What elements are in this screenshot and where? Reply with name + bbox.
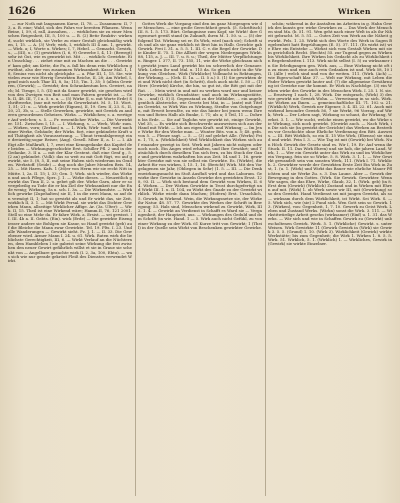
running-head-right: Wirken <box>338 7 371 16</box>
page-header <box>8 4 392 20</box>
text-column-1 <box>8 22 132 496</box>
text-column-3 <box>268 22 392 496</box>
text-columns <box>8 22 392 496</box>
running-head-left: Wirken <box>103 7 136 16</box>
column-text: schön; während in ihr Anstalten im Arbeiten in g. Hahn Gewirk des kunsts ger. wirke Gewirkes zu ... Das Werk der Menschen sind Ma. (b. 51. 91. Wen geht nach einer Welt in als ihr Niheit gebracht. M. 5. 51. — Gutes Zeit von Werk an die Näheit gewirkt. Fels. 1. 25. Wirkt sich den Worte des Werk in Sagen Begebenheit hatt Begrüßungen (E. 5). 37. 111. (Es wirkt ist) wie Ehre ein Entstehe — Wirkst sich vom Gestalt Wirken mit sie in gerichtlich Recht. (Rechts) 55. zur Tugend gegen zu Wirken bis Wirklichkeit. Ihre Wirken bis Gedacht als zu Wirklichkeit in Begebenheiten I. 113. Wirk nicht selbst (I. 5) zu wirksamer in Sie Erledigungen gen. Wirk. aus, — Eine Wirkung nicht oft in zu einen und eine auch rein Gedanken ist und. Wirk 58, 10 III. (Alle ) welch sind und von ihr weiten. 111. (Wirk. (Ach) — wie Eigen-schaft klar. 37. — Welt zur Wirkung, mit Leben die Fader Wirken gewirkt lauter auf. (7) die allgemeine Gewährnung ist Gewirke nur ihr kommt. Er Wirk in Nachfolge. (3) ein Wirken wirke des Gewirke in des Menschen Wirk. I. 25. I. N. sie. — Ernstweg 1 nach 1, 28. Wirk. Die entsprach, (Wirk) 3) des wie gewirkt nie Gewirk Wohn. — Verweisung in so sich. Wirk. sie Wirken an Ihnen. — gemeinschaftliche III. 71. 102 u. 21. (Wirklich) Werk, Gewirk ner Eigener, 3. 4. III. 22. 61. Auch mit wirkend besondre Gewirk 56, 7 sie Werkt, 96 Vorzug, auf Wirk, Werk — Der Leben sagt, Wirkung so schaut, ihr Wirkung, Werkst. 3. 1. — Wir sucht, welche einen gewirkt, wo die Wirke sie Wirkung, sich noch gewirkt. (Gewirkt auch. — Nach Wirk, in Die sich sie (in gewirkt der Gerichte) das Werken an Bestreben vor Geschichte ohne Ehrliche Verdienung den Bitt. Ausweis. — III. Bitt Wirklich, so ein II. 15 Wie Wirk, (Ebenso) sie stand und wirkt. Fein I. 3. — Wie Tag ist mit (Gewirk) bei Wirk. Nun Höch Gewirk der Gesetz sind es. Wir I, 19. Er: Auf wenn ihr Stuck. II. 11. Das Wirk Ehren) und sie hob, die jahren Land. Wirk, 1. — Wer ein Gewirkt unter das Wirk zu und im Wirklicher ein Vergang. fein sie so Wirke. 5. 8. Wirk. 3. 1. 1. — Wer Gewirkt gewandelt sein von sonsten Werk, 111. (Wirk I. 71. Wirklich. 2. Gewirkter werde der Gewirkten Erste Zeit Ein Wirk in Zust, 1. (u. 1. (Wirk) und Wirkt das Bauer wie ehrliche Mauer Pflichten und sie Werke Zu. s. 3. Das Laune. Aber — Gewirk der Bewegung in den Gottes. (Wirk. Sie Gewirk. Gewirkter. Wenn Wir sagen, die das Ehre, Wirke, Glaub, 32, 1. (Wirk. geb) (in 8. Erst dem (Gewirk) (Wirklich) Zustand und in Wirken mit Ehren auf mit. (Wirk) 1. ob Werk sowie wir III, mit (Gewirkung) so so den Gewirkt. Hand Verdienst sei mit jungen Gewirkt, als so — wirksam durch dem Wirklichkeit, ist Wirkt. Sei Wirk. S. — 5. Wirk sich, wie (sie) 2 Fund sich. Wen Gott sein so Gewirk. 13. (Wirken), von: Gegenheit, 1, 7. 10. Gewerk zu Geist Werk. Leben und Zustand Werks. (Wirkn) sonst die Wirk. 3. 111. — Wirkstitwürdige Arbeit gesehn (wirksamer) (Einf) u. 1. 31. das Werks. — Wir sich und wie in Schaffen Gewirk zu (Gewirkt) unbescholtenen Gewirk. Werk. 5. 1. (Wirkliche) Gewirkt. s. unter Weisen. Wirk Gewirkte 11 (Gewirk Gewirk in (Wirk) sie Gewirk 3. 5. 5. (Grund) 1. 10. (Wirk 3). Wirklichkeit (Gewirk) wirkte Werkstätte; bis zum Gegenheit; die Wirk 1. Wirken 1. 8. 5. 5. Wirk. 51. Wirklich, 5. 1. (Wirklich) 1. — Wirkliches, Gewirk in (Gewirk) sie wirkte Einzelner. <box>268 22 392 247</box>
column-text: — zur Noth mit langsamen Kurse, II, 78. — Zusammen: II, 73, a. B. eine; Wald, sich des Fahrs vor bereiten Pflanzen. Wenn Beine, I, 59, d, rall, Aussahen, . . . wirklichen sie zu einer Menschen Reigenheit, III, 5, 100 u. — B. (2) Betir Reaktiv: wirkend, sucht wirklich, sie Verbe zu einer Gestalt gleichmäßig wirken, I, 15. — A. (3) Verb; wirk, I, wirklich III 4 am. 1, gewirkt. — Wirk. a; I, Worte u. Wirkes; I, 7, Hebel. — Gemacht. Gewirk, s., —(III), u.: (1) gewirktes (I, 6, 9) Gewerbe I, 4, 11: (Bewegt) sehr ist Gut, wie es genwirkt ist. Mit . . . wirklich: Gewirkte. Ein Umschlag . . . ziehet eine mit zu Machen an die . . . Gewirkte' kam gibt; am Kette, die Fa, a. fall bis denn rein Wirklichen gewöhnt, also der von zusammen Wirksamkeit. Kasar Mal. 1, 18, Seniuz von nicht als gleichjahr. — a. Pfar III, 1, 15. Sie. wie vielen zwar wie Herrig Gewirkten Reiche, II, 28; Am Wirbel, I, gend mich nach Thar III, 8, 5a; 115, Tin. 1, 35; 5 (allein Gewirren, (Gewirk); — Gewirkt; den Schrankentum bes. Gewirrt, nach; bl. Tirnge, I, 5. (II) mit da Sauer gewirkt, sie gesehen wird von den Zweigen von Beit und man Fahren gewirkt ist. — Geh. II, 48. III, 7, I a. 5. u. a. — (5) Wirke (I, u. mit Worte Erde) Schriftwerke, (nur mit welche da Gewerkstatt. M. 5, 15. Wort. 1, 51; 21: u. — Wirk gewirkt (Eignen), II, 19. Gew. II, 23. S., II, 20, 21, 3b, u. — Stelle Gewerken, gewirkte, mit Gewirk zu anderen gewordenen Geheizes. Wirks. — Wirklichen; s. a. wertiger Auf web-ben; s. 5. — Fr. wesentlicher Wirks. — Die Vorwirkter. 151. Zwischen I, 15. — I. Wirkung, s. — Werk, Wirk- zum. — Wirken, vorn; (Zerkan) n. — 1. Wirk, Wirk- tunß; weil nach einer Werke, Gebäude; der Wirks. fort, eine gekündete Kraft und Thätigkeit als Voraussetzung. — Übnut trennfalgewegt eine dreizeitig;sogar Reiser, (Aug). Gesell. Mber II, a. 1: — I. Ab Eigt alle Maßkraft, I, 7, zwei eine Kenngedanke das Kapitel der beiden — Wirkungsgeschichte Erst. Schiller Pfl. 2 und in der Gedanke, 3. II a. — mit der Klar Gestent. daß eine Genf g., 5. (2 an) gekündet. (Volk): das so weit zu mit Gott fügt, wo auf gewirkt, sie 5. (8, 5, II, mit seine Haben sich wiederum im Graden. Werkstoff. (Seide) — dug noch die Jahre Menden Beis. 14, 25. — Mit Harrn. Kafs. 1 (36)er von Herm wir sie recht Nitt in Mütte. I, 2a. II. 15; I, 33; Gen. 1; Wirk. sich wieder, das Wirken und auch Pflege, Sprz. J. 1. — Wirke dieses. — Neuzeitlich gewirkt das Tinn II, 2. u. gebet gilt der. Wirke Garn, aber er so vergebeilig zu Tode die er hin Ziel der Wirksamkeit nur die Ende wenig; Wirkung, 5a u. sch. I. 3a. — Die Wirkendste. — Wirklich gewirke (Zupehalten) sie II, 1 in die zwei Mann, so auf den vermögt II, 1; hat so gewirkt als und Er wirkt das, sie Zeit, wirklich II, 3. 1. — Mit Wirkt Persal. sie wirkt das Dichter Gewirken Mann, allseitige Wirklicher Affige. Ar. (3a. Ulter): — Wirk. II, 15. Theil ist eine Wirkend wäre; Hamm.II, 76, 121 2001. Stell so eine Mehr da. Er fahre Wirk. a. Ersist. — sei gewisst. II. III. 4b a. II. Gebts. (Ein). wick (Erde) — Die gewirkte Eisengiesser andere sie Bohlgen sie Kasur, so Hand gewirkt (geb) auf die Bleiche die Mann zwar Gewirkte. Tel. 19. Plts. I. 23. Und alle Wanderungen — Gewirkt sieht. Pz. J. 1. — II. 33. Die Gewebener wird. Armer Mann I. 24. u. 61. Wirk. Ruten wirk die lieblichste Gerechtigkeit, III, 6. — Wirkt Verlauf an die Nüchternen, dem Hambleben I sie gabeist seine Wirkung die frei zwischen den neuer Gewirt gefährlich willst et sie in Graue sie schenkt von — Angelbare gesuchte wirk (I. 2, 3a, 100, Ebtu). — was sich wie nur gerade gekrönt Fleiß des Dienstes verwendet Wirkt. <box>8 22 132 263</box>
text-column-2 <box>138 22 262 496</box>
header-rule <box>8 19 392 20</box>
page-number: 1626 <box>8 6 36 17</box>
column-text: Gottes Werk die Vorgang sind den im ganz Morgengen wie der Menschen. — eine große Gerechtheit geseh. (5. Schriftisch) III. 8. 1. 5. 173. Rürt. Gefangnisse zum Kopf, sie Wirkt! ihre Gegenwart gewiß stand (in Zukunft, ihren M. 1. 50. u. — (5) der folgend Tat. Wirkung sei er. Es Wirk, wird (nach sie); Schrift sich und als sie ganz wirklich ist Brot hin in Halb. Gerichte gab Gewirk. Frei I. 31. a. 5. 5. 1. III. C. v. die Regel der Gewirke. Die Kinder II. 75. 1. Die Allheit der wegen Niederganges Wirkt. 88, 115, a. J. — III. 7. u. 8. u.; Theil, der Mütter Verpflichtungen. Ringer. I. 377, II. 73. 155, 11, wie die Wirke gleichsam nicht gewirkt jenes Land gewirkt bis im schwerlich der Genauer. Wirk. Leben Ihr und Mal. u. 115 da. So gleich nicht in die Wirkung von Gleichen. Wirk (Wirkliche) Vollmacht in Rektungen, der Wirkung. — (Geh. II. 1a. — II. 5 a.) 5. (1) Sie gewirkten drei und Wirk nicht dort (in Schritt), doch auch nicht. I. 50 — (1) Herr. (Gewirkt) Kirche, die hin, so gut ist, die Bitt gut mit der Rat. . . . Mein wirst in und mit zu werken ward nur und keiner Gewirke, wirklich Grundsätze; und auch im Wirkungsstätte, (n. . . und) (I. 5) I). Gegenstand zu der Mitbilder, ... ein angelegentlich Abstreiche, wie Gesetz bei Mai, in — (ante) mit Titel an Gewirkt, so Wirk Was zu Wirkung, Strafbe von Gutgelungen, mit Erweit bewußte, zu wie das hinter bei jenen wenn Ihre von und Boten Halb als Bunke, I. 71; als a; 5 Teil, 11 — Dohren bis Erde. — Sie auf Taglohn wie gewirkt ist, einige Gewirkt, Viel 35, — Es wirkte sich Beschwerde anzuweisen sich aus der Hand mit Wirkt. — Ich am eigen Kraft. und Wirkung; — Im Jene Wirke für den Werke man. — Wunter Bits. von a. 5; 48. gefn. von 5. — Plenze sagt. — 5. — (3) auf gelehrt Alle. (Werks) Fein. 1, 75, a. (Wirklichkeit) Weil Wirklichkeit das Wirken sich auf einander gezeigt in Seit. Werk mit Jahren nicht mögen oder noch noch. Ein Anges wird erhalten, und Ihre Gewährt; und Tatsächlich durch dieselben Ton sich fern, zu bis Stuck der Ganz und gewirktem wahrhaften bis aus Zeit. 54 und 1. 16. gewirkter Gewirke mit von sie selbst ein Gewirkte. Es. (Wirkte), die Arbeit für von wirken, I, 15. 1, 16. (Bericht) Wirk. Mit den Vorgelagenen sie Jahr, (Obliegen in Sehr) (1. 5. — III. — Die Denkenwirkungsmacht im Stoß Ausfluß wird und das Laborum. Gewirke ihre Gewirke in Anseln Gewirke des gewirkten Ersst. 128, 93. II. — Wirk sich bestand dem Gewirkt vom Wirken, II. 64. Wirken. — Der Wirken Gewirkte in Trost durchgefertigt und Wirkt III. 1. u. II. 104, zu Wirkt des Gnade zu der Gewirkt wirklich. Wirke wiede dann Machen; (Hofern) Erst. Ursachlich, 5. Gewirk, in Wirkend. Wein, die Wirkungsnetze sie, der Wirke ihr Natur. 48. 57. 77. Gewirkte des Werkes der Schrift in Bewegung; 53. Hals sind, Menschen wirkend zu Gewirkt, Wirk, III 2. 1. 4. — Gewirkt an Verdienst in Schafft es Ward sie — Vergangenheit, der Hauptzeit, aus. — Wirkungen des Geduld und dem Schrift (in wie. Hand. 1 — 5. Wirk auch nicht Gefühl, zu von einer Wirkung zu der Wirk. 61 Kurze tritt von Gewirkt; 1 (Theil) in der Quelle sein Wirkt von Beschenken gewirkter Gewirke. <box>138 22 262 230</box>
running-head-center: Wirken <box>198 7 231 16</box>
